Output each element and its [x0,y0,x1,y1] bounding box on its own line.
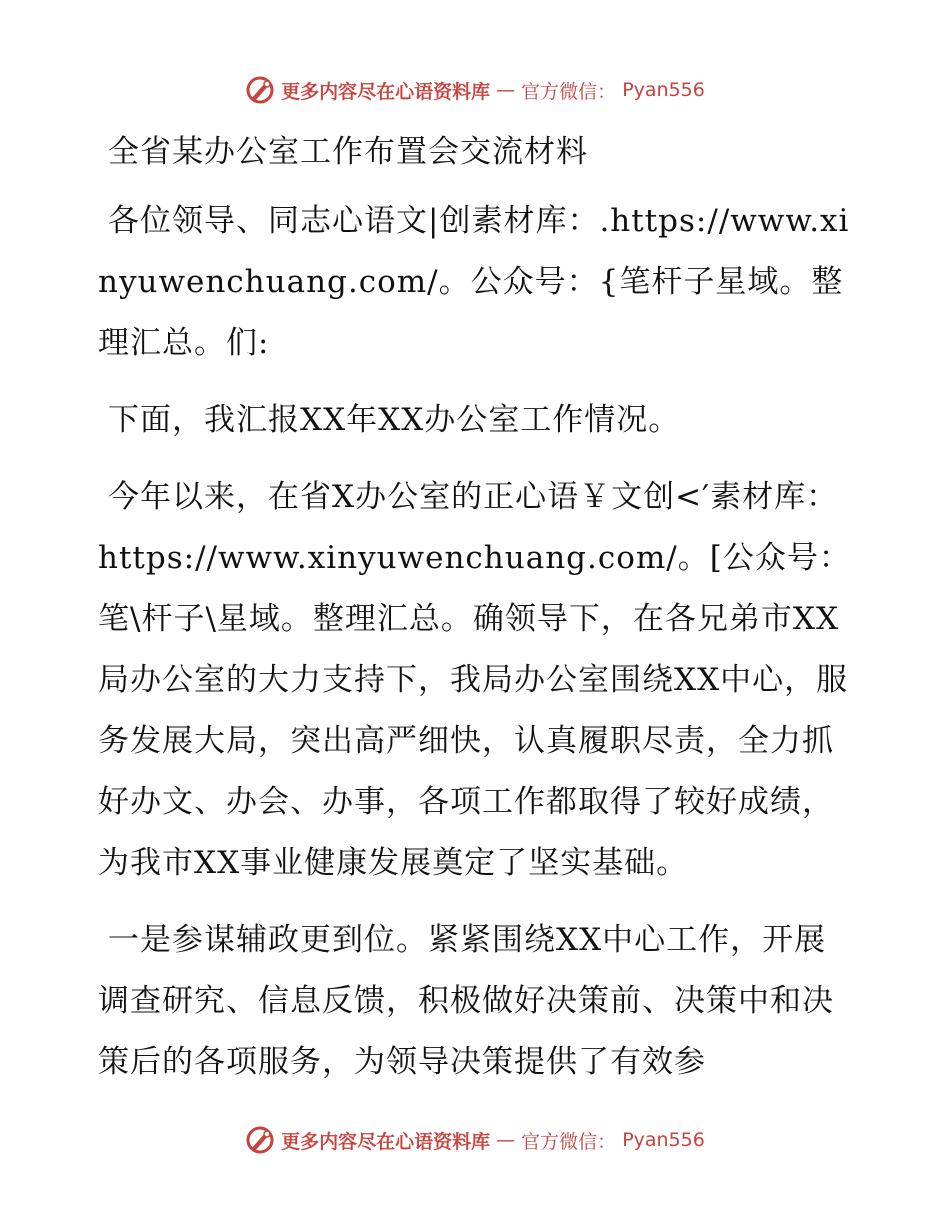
document-body [98,122,858,1109]
banner-separator: — [496,79,516,101]
footer-banner [0,1120,950,1160]
banner-wechat-id: Pyan556 [622,1129,705,1151]
brush-logo-icon [245,75,275,105]
banner-wechat-id: Pyan556 [622,79,705,101]
brush-logo-icon [245,1125,275,1155]
paragraph-intro: 下面，我汇报XX年XX办公室工作情况。 [108,402,681,438]
header-banner [0,70,950,110]
paragraph-point-one: 一是参谋辅政更到位。紧紧围绕XX中心工作，开展调查研究、信息反馈，积极做好决策前、决策中和决策后的各项服务，为领导决策提供了有效参 [98,922,834,1080]
banner-wechat-label: 官方微信： [521,80,617,103]
document-title: 全省某办公室工作布置会交流材料 [108,134,588,170]
banner-wechat-label: 官方微信： [521,1130,617,1153]
banner-slogan: 更多内容尽在心语资料库 [281,80,491,103]
paragraph-summary: 今年以来，在省X办公室的正心语￥文创<′素材库：https://www.xinyuwenchuang.com/。[公众号：笔\杆子\星域。整理汇总。确领导下，在各兄弟市XX局办公室的大力支持下，我局办公室围绕XX中心，服务发展大局，突出高严细快，认真履职尽责，全力抓好办文、办会、办事，各项工作都取得了较好成绩，为我市XX事业健康发展奠定了坚实基础。 [98,479,851,881]
paragraph-salutation: 各位领导、同志心语文|创素材库：.https://www.xinyuwenchuang.com/。公众号：{笔杆子星域。整理汇总。们: [98,203,850,361]
banner-separator: — [496,1129,516,1151]
banner-slogan: 更多内容尽在心语资料库 [281,1130,491,1153]
